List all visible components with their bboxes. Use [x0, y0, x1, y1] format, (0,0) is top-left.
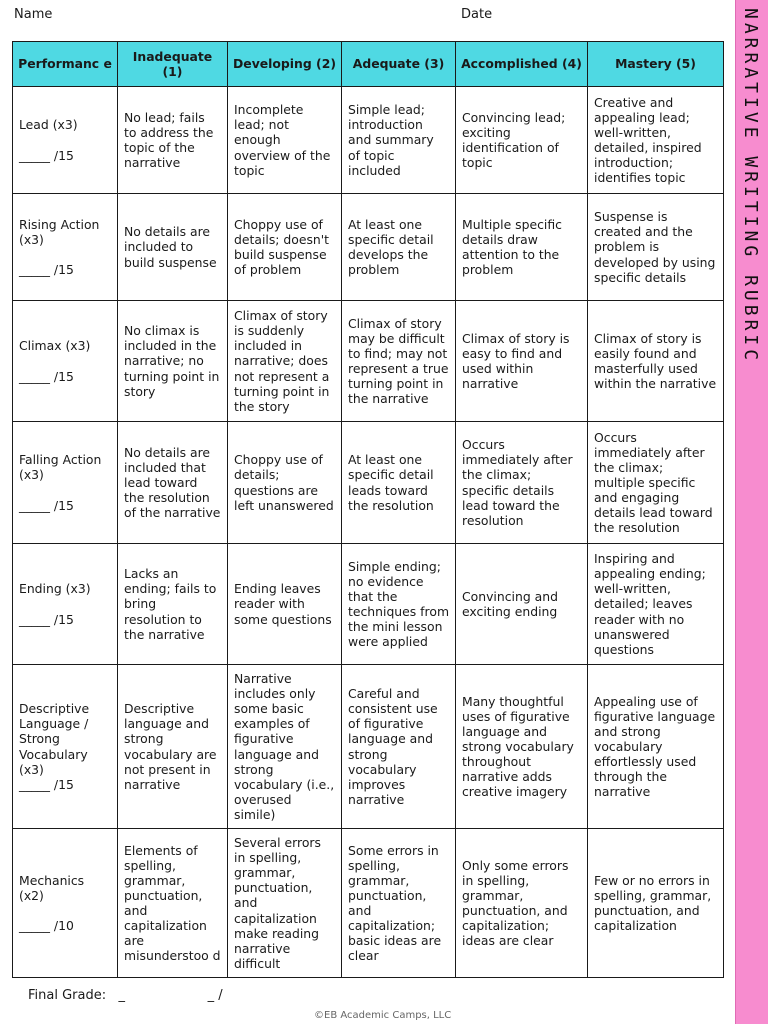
rubric-cell: Descriptive language and strong vocabulary are not present in narrative [118, 665, 228, 829]
score-blank: _____ /15 [19, 368, 74, 384]
rubric-cell: Few or no errors in spelling, grammar, punctuation, and capitalization [588, 829, 724, 978]
rubric-cell: Many thoughtful uses of figurative language and strong vocabulary throughout narrative adds creative imagery [456, 665, 588, 829]
rubric-cell: Narrative includes only some basic examples of figurative language and strong vocabulary (i.e., overused simile) [228, 665, 342, 829]
rubric-cell: At least one specific detail leads toward the resolution [342, 422, 456, 544]
criterion-name: Lead (x3) [19, 117, 78, 133]
col-header-accomplished: Accomplished (4) [456, 42, 588, 87]
col-header-mastery: Mastery (5) [588, 42, 724, 87]
rubric-cell: Simple lead; introduction and summary of topic included [342, 87, 456, 194]
side-title-banner [735, 0, 768, 1024]
table-row [13, 87, 724, 194]
rubric-cell: Inspiring and appealing ending; well-written, detailed; leaves reader with no unanswered questions [588, 544, 724, 665]
col-header-inadequate: Inadequate (1) [118, 42, 228, 87]
rubric-cell: Incomplete lead; not enough overview of the topic [228, 87, 342, 194]
rubric-cell: Occurs immediately after the climax; multiple specific and engaging details lead toward the resolution [588, 422, 724, 544]
rubric-cell: Climax of story may be difficult to find; may not represent a true turning point in the narrative [342, 301, 456, 422]
score-blank: _____ /15 [19, 262, 74, 278]
rubric-cell: Ending leaves reader with some questions [228, 544, 342, 665]
table-row [13, 422, 724, 544]
rubric-cell: Creative and appealing lead; well-written, detailed, inspired introduction; identifies topic [588, 87, 724, 194]
score-blank: _____ /15 [19, 147, 74, 163]
final-grade-line: Final Grade: _ _ / [28, 988, 223, 1003]
rubric-cell: Choppy use of details; questions are left unanswered [228, 422, 342, 544]
score-blank: _____ /10 [19, 918, 74, 934]
criterion-cell [13, 544, 118, 665]
rubric-cell: Lacks an ending; fails to bring resolution to the narrative [118, 544, 228, 665]
criterion-name: Climax (x3) [19, 338, 91, 354]
rubric-cell: Several errors in spelling, grammar, punctuation, and capitalization make reading narrative difficult [228, 829, 342, 978]
rubric-cell: Occurs immediately after the climax; specific details lead toward the resolution [456, 422, 588, 544]
rubric-cell: Elements of spelling, grammar, punctuation, and capitalization are misunderstoo d [118, 829, 228, 978]
rubric-cell: Careful and consistent use of figurative language and strong vocabulary improves narrative [342, 665, 456, 829]
rubric-cell: At least one specific detail develops the problem [342, 194, 456, 301]
table-row [13, 301, 724, 422]
rubric-cell: No lead; fails to address the topic of the narrative [118, 87, 228, 194]
criterion-cell [13, 665, 118, 829]
criterion-cell [13, 301, 118, 422]
rubric-cell: Climax of story is easily found and masterfully used within the narrative [588, 301, 724, 422]
criterion-cell [13, 194, 118, 301]
table-row [13, 829, 724, 978]
criterion-cell [13, 87, 118, 194]
rubric-cell: Some errors in spelling, grammar, punctuation, and capitalization; basic ideas are clear [342, 829, 456, 978]
rubric-cell: Climax of story is easy to find and used within narrative [456, 301, 588, 422]
score-blank: _____ /15 [19, 611, 74, 627]
rubric-cell: Climax of story is suddenly included in narrative; does not represent a turning point in the story [228, 301, 342, 422]
rubric-cell: No climax is included in the narrative; no turning point in story [118, 301, 228, 422]
criterion-cell [13, 829, 118, 978]
criterion-name: Descriptive Language / Strong Vocabulary (x3) [19, 701, 90, 777]
header-row [13, 42, 724, 87]
rubric-cell: Appealing use of figurative language and strong vocabulary effortlessly used through the narrative [588, 665, 724, 829]
col-header-performance: Performanc e [13, 42, 118, 87]
rubric-cell: Only some errors in spelling, grammar, punctuation, and capitalization; ideas are clear [456, 829, 588, 978]
col-header-adequate: Adequate (3) [342, 42, 456, 87]
criterion-name: Ending (x3) [19, 581, 91, 597]
rubric-cell: Choppy use of details; doesn't build suspense of problem [228, 194, 342, 301]
score-blank: _____ /15 [19, 776, 74, 792]
table-row [13, 544, 724, 665]
rubric-cell: Convincing lead; exciting identification of topic [456, 87, 588, 194]
side-title: NARRATIVE WRITING RUBRIC [740, 8, 761, 365]
name-label: Name [14, 7, 53, 22]
score-blank: _____ /15 [19, 497, 74, 513]
table-row [13, 194, 724, 301]
table-row [13, 665, 724, 829]
rubric-table [12, 41, 724, 978]
rubric-cell: Multiple specific details draw attention to the problem [456, 194, 588, 301]
copyright-notice: ©EB Academic Camps, LLC [314, 1010, 452, 1021]
rubric-cell: Suspense is created and the problem is developed by using specific details [588, 194, 724, 301]
rubric-cell: Convincing and exciting ending [456, 544, 588, 665]
rubric-cell: No details are included to build suspense [118, 194, 228, 301]
rubric-cell: No details are included that lead toward the resolution of the narrative [118, 422, 228, 544]
date-label: Date [461, 7, 493, 22]
criterion-cell [13, 422, 118, 544]
criterion-name: Falling Action (x3) [19, 452, 102, 483]
criterion-name: Mechanics (x2) [19, 872, 85, 903]
col-header-developing: Developing (2) [228, 42, 342, 87]
criterion-name: Rising Action (x3) [19, 216, 100, 247]
rubric-cell: Simple ending; no evidence that the techniques from the mini lesson were applied [342, 544, 456, 665]
